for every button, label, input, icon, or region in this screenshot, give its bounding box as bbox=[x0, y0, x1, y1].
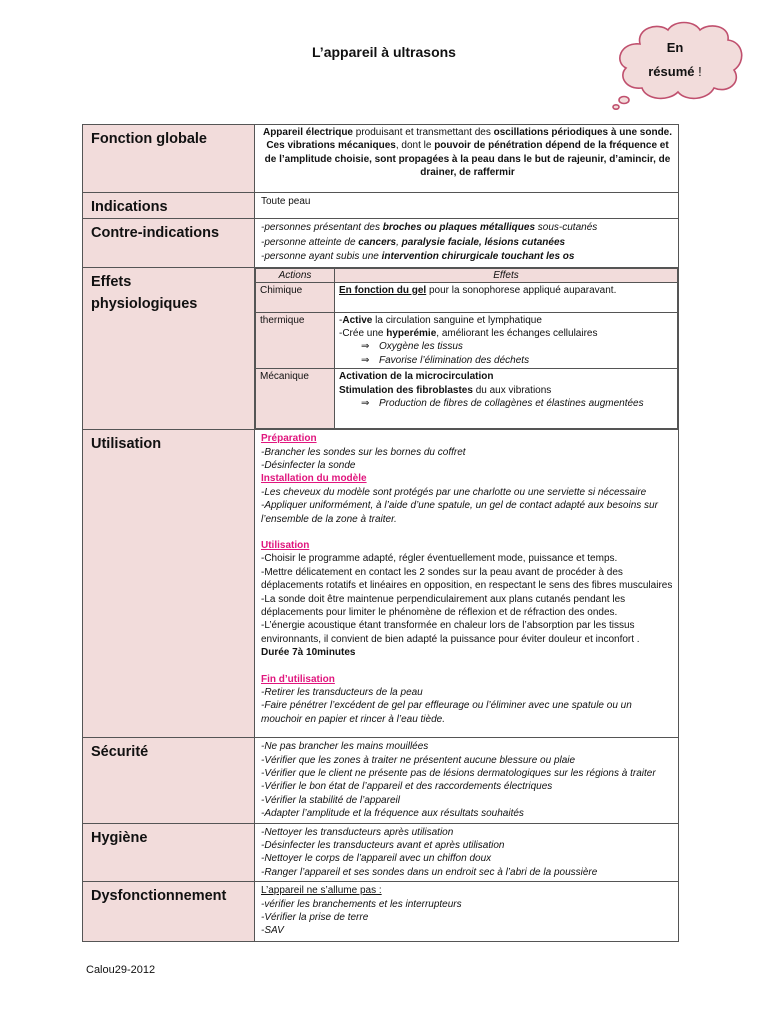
thermique-l1-c: la circulation sanguine et lymphatique bbox=[372, 314, 542, 326]
mecanique-s1: Production de fibres de collagènes et élastines augmentées bbox=[379, 397, 644, 409]
fin-title: Fin d’utilisation bbox=[261, 673, 335, 685]
util-title: Utilisation bbox=[261, 539, 310, 551]
effect-thermique bbox=[335, 312, 678, 369]
effects-header-row bbox=[256, 268, 678, 282]
contre-l2-d: paralysie faciale, lésions cutanées bbox=[401, 236, 566, 248]
fonction-text-8: choisie, sont propagées à la peau dans le but de rajeunir, d’amincir, de drainer, de raffermir bbox=[331, 153, 671, 179]
thermique-line-2 bbox=[339, 327, 673, 340]
row-hygiene bbox=[83, 823, 679, 882]
content-securite bbox=[255, 738, 679, 823]
fonction-text-5: vibrations mécaniques bbox=[287, 140, 396, 152]
row-dysfonctionnement bbox=[83, 882, 679, 942]
securite-item: -Vérifier la stabilité de l’appareil bbox=[261, 794, 400, 806]
row-contre-indications bbox=[83, 219, 679, 268]
arrow-right-icon: ⇒ bbox=[361, 341, 370, 353]
prep-title: Préparation bbox=[261, 433, 317, 445]
chimique-b: pour la sonophorese appliqué auparavant. bbox=[426, 284, 617, 296]
label-effets-physiologiques bbox=[83, 267, 255, 430]
effets-label-line-1: Effets bbox=[91, 273, 132, 290]
effects-col-effets: Effets bbox=[335, 268, 678, 282]
securite-item: -Ne pas brancher les mains mouillées bbox=[261, 741, 429, 753]
hygiene-item: -Désinfecter les transducteurs avant et après utilisation bbox=[261, 839, 505, 851]
securite-item: -Vérifier que le client ne présente pas de lésions dermatologiques sur les régions à traiter bbox=[261, 767, 656, 779]
contre-l1-b: broches ou plaques métalliques bbox=[382, 222, 536, 233]
contre-l2-c: , bbox=[396, 236, 402, 248]
summary-cloud-badge bbox=[610, 18, 750, 110]
content-effets-physiologiques bbox=[255, 267, 679, 430]
thermique-l1-a: - bbox=[339, 314, 343, 326]
mecanique-l2-a: Stimulation des fibroblastes bbox=[339, 384, 473, 396]
effects-row-thermique bbox=[256, 312, 678, 369]
securite-item: -Adapter l’amplitude et la fréquence aux résultats souhaités bbox=[261, 808, 524, 820]
fonction-text-4: à une sonde. Ces bbox=[266, 127, 673, 152]
contre-line-2 bbox=[261, 236, 674, 251]
content-indications: Toute peau bbox=[255, 193, 679, 219]
mecanique-sub-1 bbox=[339, 397, 673, 410]
fin-2: -Faire pénétrer l’excédent de gel par effleurage ou l’éliminer avec une spatule ou un mouchoir en papier et rincer à l’eau tiède. bbox=[261, 700, 632, 725]
fonction-text-3: oscillations périodiques bbox=[493, 127, 609, 138]
mecanique-line-1: Activation de la microcirculation bbox=[339, 371, 494, 383]
contre-l1-c: sous-cutanés bbox=[535, 222, 598, 233]
content-contre-indications bbox=[255, 219, 679, 268]
thermique-l2-a: -Crée une bbox=[339, 327, 387, 339]
contre-l3-a: -personne ayant subis une bbox=[261, 251, 382, 262]
label-utilisation: Utilisation bbox=[83, 430, 255, 738]
mecanique-l2-b: du aux vibrations bbox=[472, 384, 552, 396]
effects-row-chimique bbox=[256, 282, 678, 312]
row-fonction-globale bbox=[83, 125, 679, 193]
action-chimique: Chimique bbox=[256, 282, 335, 312]
row-indications bbox=[83, 193, 679, 219]
page-title: L’appareil à ultrasons bbox=[312, 44, 456, 60]
fin-1: -Retirer les transducteurs de la peau bbox=[261, 687, 423, 699]
contre-line-3 bbox=[261, 250, 674, 265]
label-fonction-globale: Fonction globale bbox=[83, 125, 255, 193]
dysf-head: L’appareil ne s’allume pas : bbox=[261, 885, 382, 897]
inst-title: Installation du modèle bbox=[261, 473, 367, 485]
action-thermique: thermique bbox=[256, 312, 335, 369]
row-effets-physiologiques bbox=[83, 267, 679, 430]
arrow-right-icon: ⇒ bbox=[361, 354, 370, 366]
row-securite bbox=[83, 738, 679, 823]
thermique-s2: Favorise l’élimination des déchets bbox=[379, 354, 530, 366]
effect-chimique bbox=[335, 282, 678, 312]
action-mecanique: Mécanique bbox=[256, 369, 335, 429]
label-dysfonctionnement: Dysfonctionnement bbox=[83, 882, 255, 942]
thermique-sub-1 bbox=[339, 340, 673, 353]
label-indications: Indications bbox=[83, 193, 255, 219]
fonction-text-7: pouvoir de pénétration dépend de la fréquence et de l’amplitude bbox=[264, 140, 669, 165]
contre-line-1 bbox=[261, 221, 674, 236]
prep-1: -Brancher les sondes sur les bornes du coffret bbox=[261, 446, 466, 458]
contre-l1-a: -personnes présentant des bbox=[261, 222, 383, 233]
effets-label-line-2: physiologiques bbox=[91, 295, 198, 312]
util-2: -Mettre délicatement en contact les 2 sondes sur la peau avant de procéder à des déplacements rotatifs et linéaires en opposition, en respectant le sens des fibres musculaires bbox=[261, 566, 673, 592]
footer-credit: Calou29-2012 bbox=[86, 964, 156, 976]
util-3: -La sonde doit être maintenue perpendiculairement aux plans cutanés pendant les déplacements pour limiter le phénomène de réflexion et de réfraction des ondes. bbox=[261, 593, 626, 618]
thermique-s1: Oxygène les tissus bbox=[379, 341, 463, 353]
fonction-text-2: produisant et transmettant des bbox=[355, 127, 494, 138]
contre-l2-a: -personne atteinte de bbox=[261, 236, 359, 248]
hygiene-item: -Nettoyer le corps de l’appareil avec un chiffon doux bbox=[261, 853, 492, 865]
util-1: -Choisir le programme adapté, régler éventuellement mode, puissance et temps. bbox=[261, 553, 618, 565]
mecanique-line-2 bbox=[339, 384, 673, 397]
content-utilisation bbox=[255, 430, 679, 738]
dysf-item: -Vérifier la prise de terre bbox=[261, 912, 369, 923]
dysf-item: -SAV bbox=[261, 925, 284, 937]
chimique-a: En fonction du gel bbox=[339, 284, 427, 296]
util-4: -L’énergie acoustique étant transformée en chaleur lors de l’absorption par les tissus environnants, il convient de bien adapté la puissance pour éviter douleur et inconfort . bbox=[261, 620, 640, 645]
inst-2: -Appliquer uniformément, à l’aide d’une spatule, un gel de contact adapté aux besoins sur l’ensemble de la zone à traiter. bbox=[261, 500, 658, 525]
arrow-right-icon: ⇒ bbox=[361, 397, 370, 409]
thermique-l1-b: Active bbox=[342, 314, 373, 326]
effects-col-actions: Actions bbox=[256, 268, 335, 282]
prep-2: -Désinfecter la sonde bbox=[261, 459, 356, 471]
label-securite: Sécurité bbox=[83, 738, 255, 823]
thermique-l2-c: , améliorant les échanges cellulaires bbox=[436, 327, 598, 339]
effects-table bbox=[255, 268, 678, 430]
contre-l3-b: intervention chirurgicale touchant les os bbox=[381, 251, 575, 262]
fonction-text-6: , dont le bbox=[395, 140, 435, 152]
content-dysfonctionnement bbox=[255, 882, 679, 942]
row-utilisation bbox=[83, 430, 679, 738]
hygiene-item: -Nettoyer les transducteurs après utilisation bbox=[261, 826, 454, 838]
contre-l2-b: cancers bbox=[358, 236, 397, 248]
badge-exclamation: ! bbox=[694, 64, 702, 79]
util-duree: Durée 7à 10minutes bbox=[261, 647, 356, 659]
summary-table bbox=[82, 124, 679, 942]
thermique-line-1 bbox=[339, 314, 673, 327]
effect-mecanique bbox=[335, 369, 678, 429]
effects-row-mecanique bbox=[256, 369, 678, 429]
content-fonction-globale bbox=[255, 125, 679, 193]
dysf-item: -vérifier les branchements et les interrupteurs bbox=[261, 898, 462, 910]
thermique-sub-2 bbox=[339, 354, 673, 367]
hygiene-item: -Ranger l’appareil et ses sondes dans un endroit sec à l’abri de la poussière bbox=[261, 866, 598, 878]
fonction-text-1: Appareil électrique bbox=[262, 127, 356, 138]
label-hygiene: Hygiène bbox=[83, 823, 255, 882]
content-hygiene bbox=[255, 823, 679, 882]
badge-line-1: En bbox=[666, 40, 684, 55]
label-contre-indications: Contre-indications bbox=[83, 219, 255, 268]
securite-item: -Vérifier le bon état de l’appareil et des raccordements électriques bbox=[261, 781, 553, 793]
inst-1: -Les cheveux du modèle sont protégés par une charlotte ou une serviette si nécessaire bbox=[261, 486, 647, 498]
thermique-l2-b: hyperémie bbox=[386, 327, 437, 339]
badge-line-2: résumé bbox=[648, 64, 695, 79]
securite-item: -Vérifier que les zones à traiter ne présentent aucune blessure ou plaie bbox=[261, 754, 576, 766]
